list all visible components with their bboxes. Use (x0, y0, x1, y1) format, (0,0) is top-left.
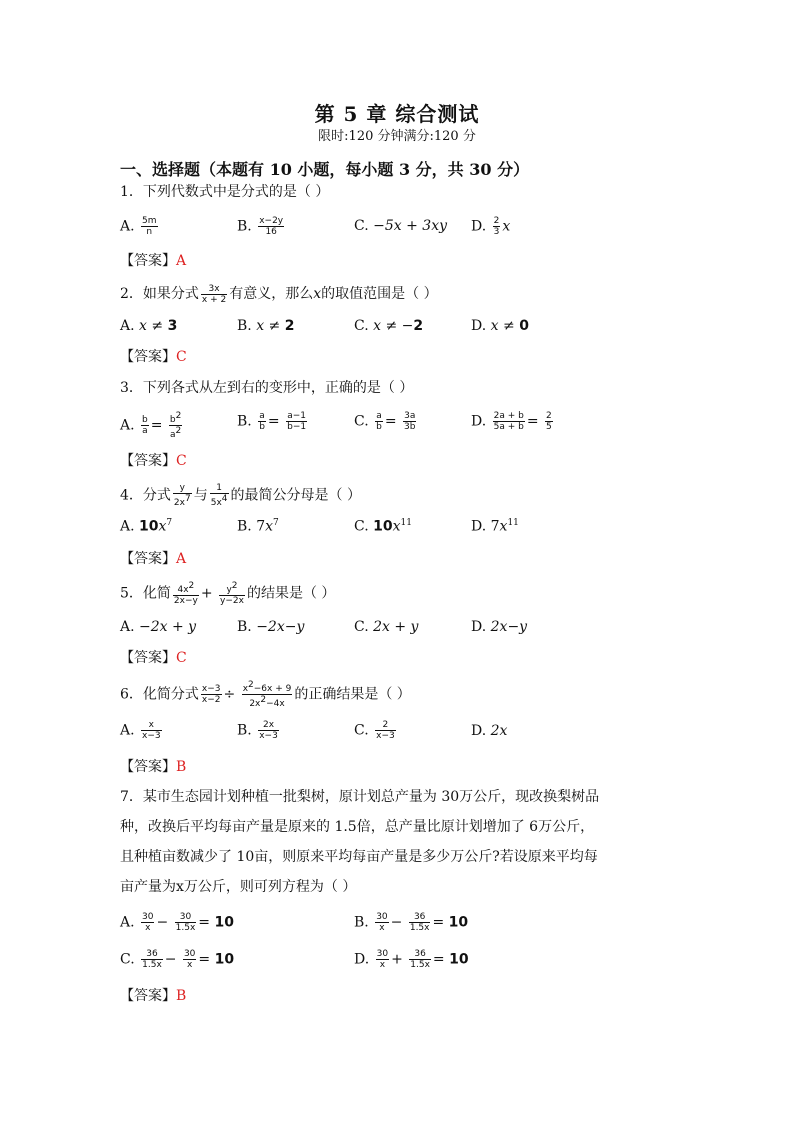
q7-option-d: D. $\frac{30}{x}$ + $\frac{36}{1.5x}$ = 10 (354, 949, 469, 970)
q1-option-c: C. −5x + 3xy (354, 218, 448, 234)
question-2-stem: 2．如果分式 $\frac{3x}{x + 2}$ 有意义，那么x的取值范围是（ ） (120, 283, 438, 305)
page-subtitle: 限时:120 分钟满分:120 分 (318, 129, 476, 144)
q5-answer: 【答案】C (120, 650, 187, 666)
q3-option-b: B. $\frac{a}{b}$ = $\frac{a-1}{b-1}$ (237, 411, 307, 432)
q3-option-a: A. $\frac{b}{a}$ = $\frac{b^2}{a^2}$ (120, 411, 182, 440)
question-5-stem: 5．化简 $\frac{4x^2}{2x-y}$ + $\frac{y^2}{y-2x}$ 的结果是（ ） (120, 581, 336, 606)
q4-option-d: D. $7x^{11}$ (471, 518, 519, 535)
q1-option-d: D. $\frac{2}{3}$ x (471, 216, 511, 237)
q6-answer: 【答案】B (120, 759, 187, 775)
q3-option-d: D. $\frac{2a + b}{5a + b}$ = $\frac{2}{5}$ (471, 411, 552, 432)
page-title: 第 5 章 综合测试 (314, 102, 480, 126)
q1-option-b: B. $\frac{x-2y}{16}$ (237, 216, 284, 237)
q4-option-c: C. $10x^{11}$ (354, 518, 412, 535)
q4-answer: 【答案】A (120, 551, 187, 567)
q7-option-a: A. $\frac{30}{x}$ − $\frac{30}{1.5x}$ = 10 (120, 912, 234, 933)
q2-option-d: D. x ≠ 0 (471, 318, 529, 334)
q5-option-d: D. 2x−y (471, 619, 528, 635)
question-7-stem: 7．某市生态园计划种植一批梨树，原计划总产量为 30万公斤，现改换梨树品 种，改换后平均每亩产量是原来的 1.5倍，总产量比原计划增加了 6万公斤， 且种植亩数减少了 10亩，则原来平均每亩产量是多少万公斤?若设原来平均每 亩产量为x万公斤，则可列方程为（ ） (120, 789, 600, 895)
q4-option-b: B. $7x^7$ (237, 518, 279, 535)
q1-answer: 【答案】A (120, 253, 187, 269)
question-4-stem: 4．分式 $\frac{y}{2x^7}$ 与 $\frac{1}{5x^4}$ 的最简公分母是（ ） (120, 483, 361, 508)
q3-option-c: C. $\frac{a}{b}$ = $\frac{3a}{3b}$ (354, 411, 416, 432)
q7-option-b: B. $\frac{30}{x}$ − $\frac{36}{1.5x}$ = 10 (354, 912, 469, 933)
q2-option-b: B. x ≠ 2 (237, 318, 295, 334)
question-1-stem: 1．下列代数式中是分式的是（ ） (120, 184, 330, 200)
q7-answer: 【答案】B (120, 988, 187, 1004)
question-3-stem: 3．下列各式从左到右的变形中，正确的是（ ） (120, 380, 414, 396)
q6-option-a: A. $\frac{x}{x-3}$ (120, 720, 161, 741)
q5-option-a: A. −2x + y (120, 619, 197, 635)
q1-option-a: A. $\frac{5m}{n}$ (120, 216, 157, 237)
q5-option-b: B. −2x−y (237, 619, 305, 635)
q6-option-b: B. $\frac{2x}{x-3}$ (237, 720, 278, 741)
q4-option-a: A. $10x^7$ (120, 518, 173, 535)
q7-option-c: C. $\frac{36}{1.5x}$ − $\frac{30}{x}$ = 10 (120, 949, 235, 970)
q5-option-c: C. 2x + y (354, 619, 419, 635)
question-6-stem: 6．化简分式 $\frac{x-3}{x-2}$ ÷ $\frac{x^2-6x + 9}{2x^2-4x}$ 的正确结果是（ ） (120, 680, 411, 709)
q2-option-a: A. x ≠ 3 (120, 318, 178, 334)
q6-option-d: D. 2x (471, 723, 508, 739)
q6-option-c: C. $\frac{2}{x-3}$ (354, 720, 395, 741)
q2-answer: 【答案】C (120, 349, 187, 365)
q3-answer: 【答案】C (120, 453, 187, 469)
section-heading: 一、选择题（本题有 10 小题，每小题 3 分，共 30 分） (120, 160, 530, 179)
q2-option-c: C. x ≠ −2 (354, 318, 424, 334)
